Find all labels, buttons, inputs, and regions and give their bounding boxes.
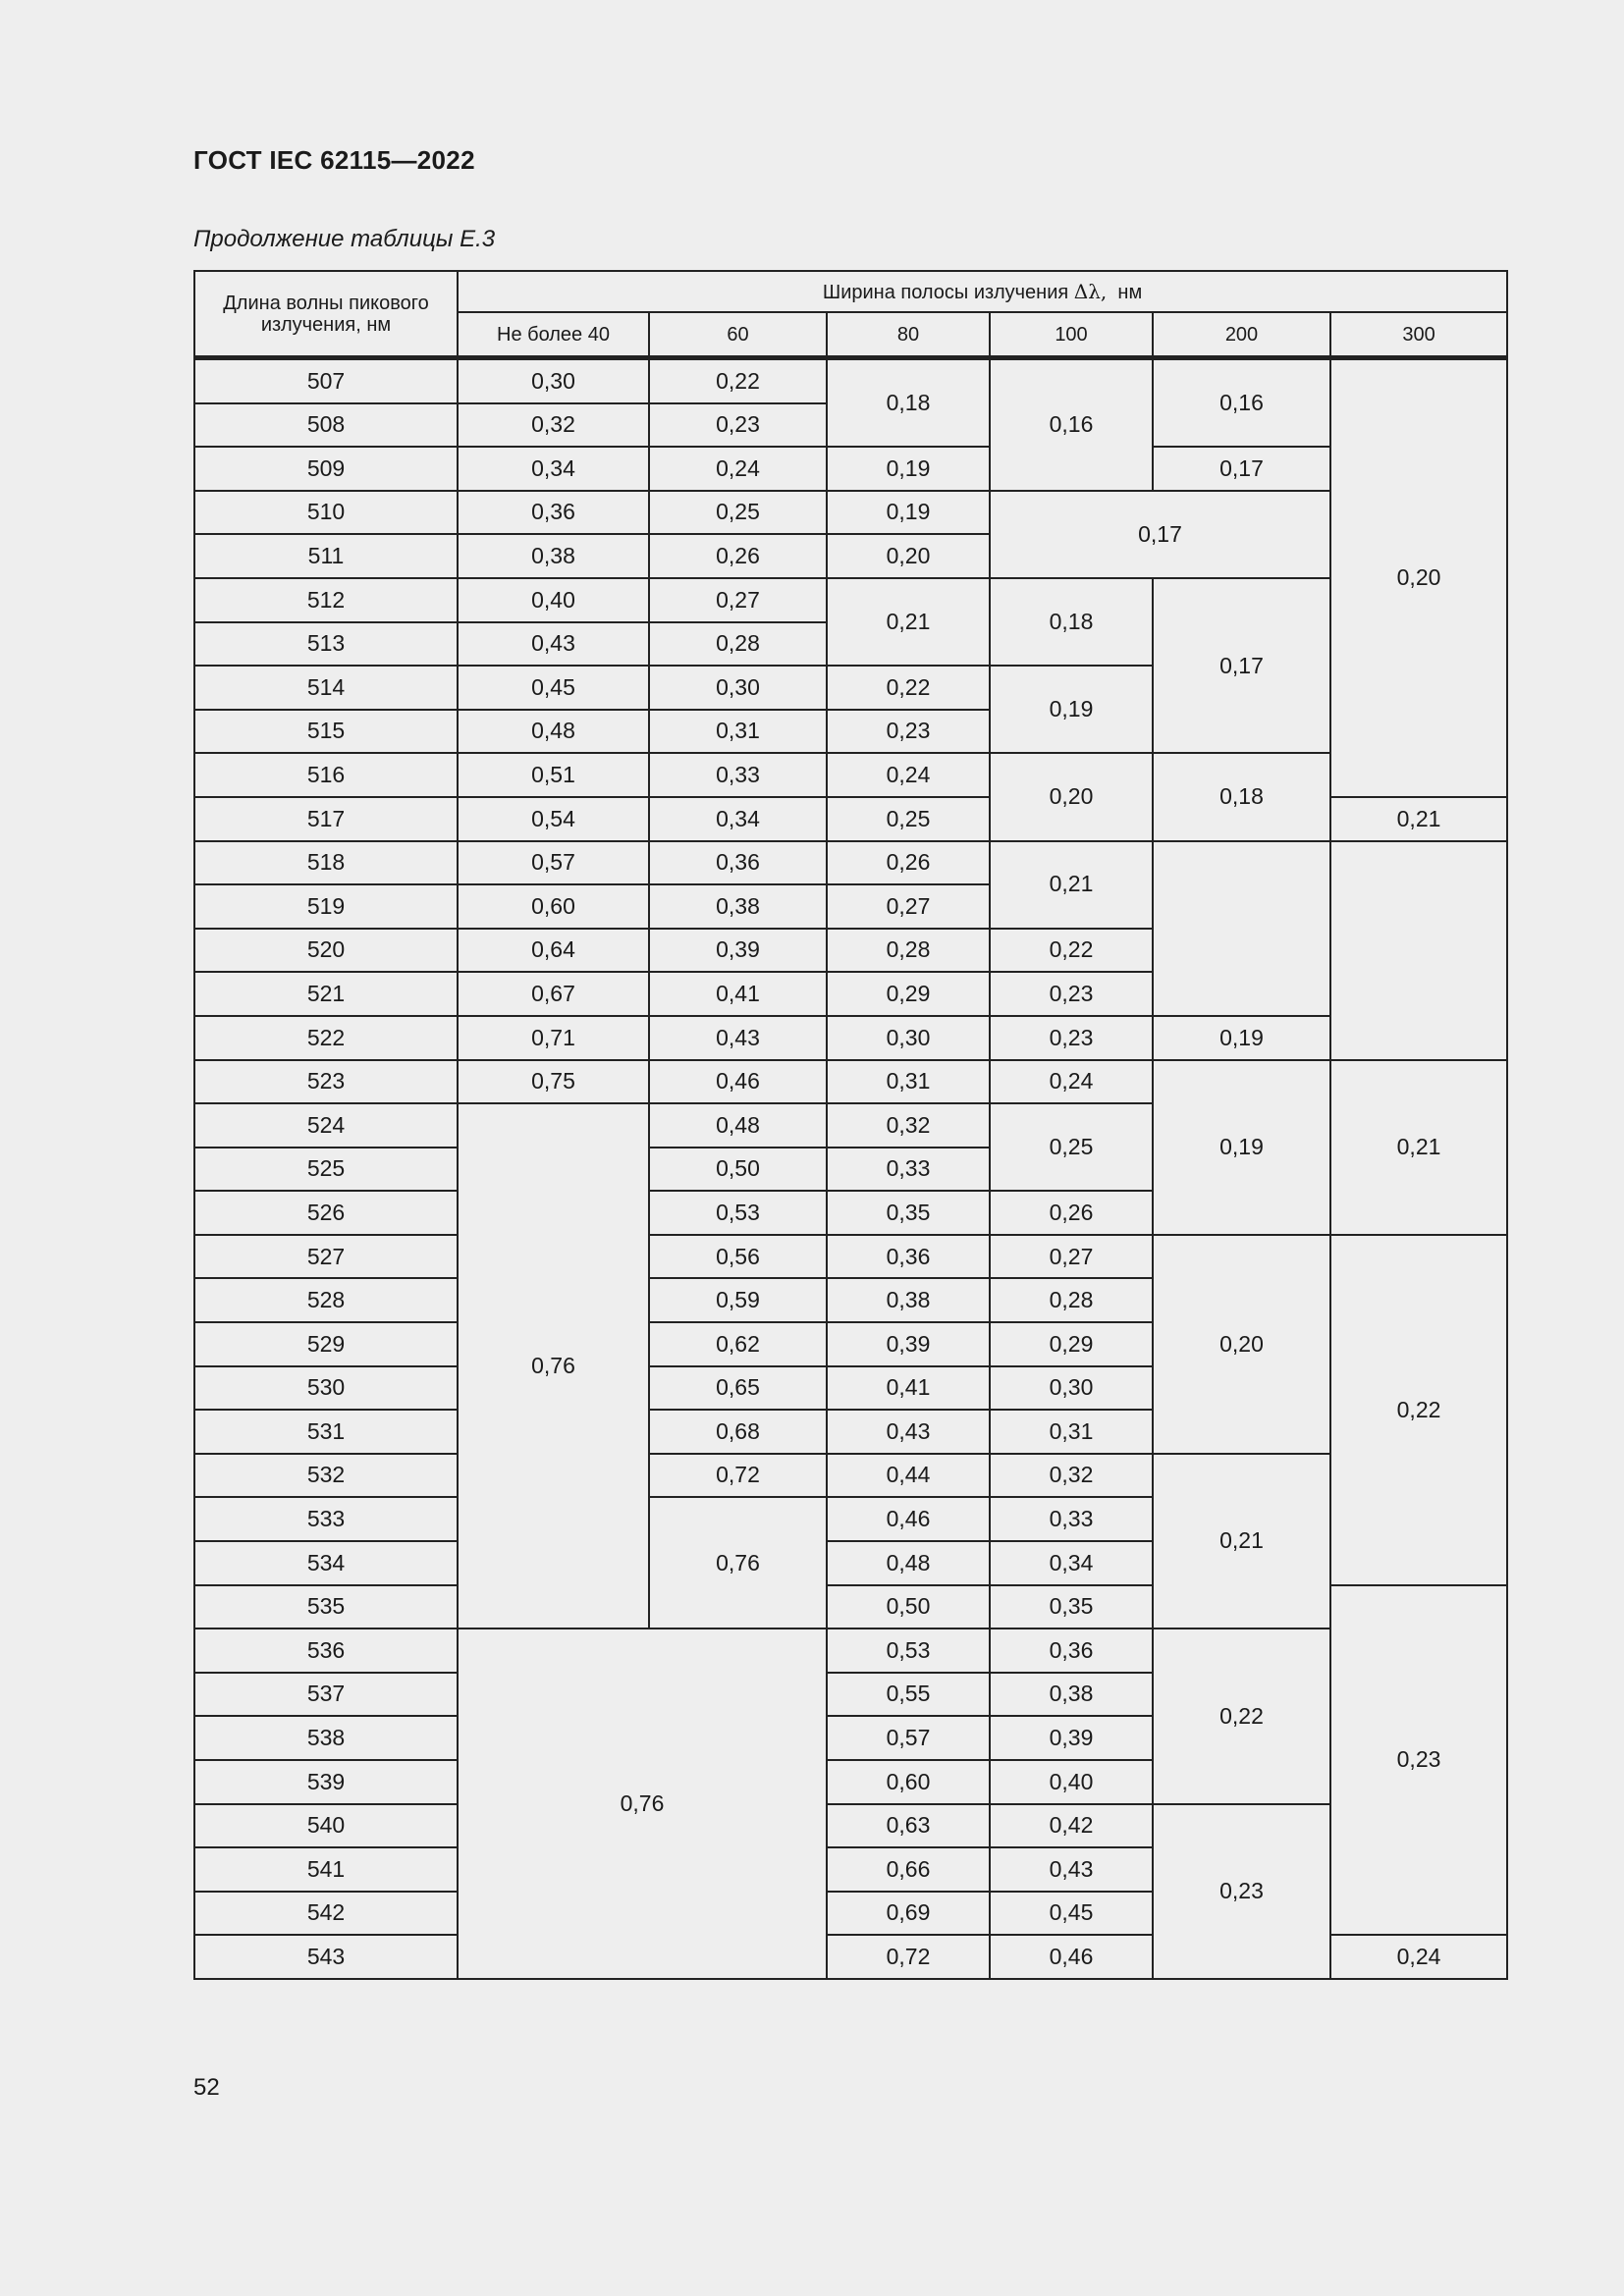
table-cell: 0,39 [990,1716,1153,1760]
delta-lambda-symbol: Δλ, [1073,279,1108,303]
table-cell: 528 [194,1278,458,1322]
table-cell: 0,57 [827,1716,990,1760]
header-col-300: 300 [1330,312,1507,358]
header-col-200: 200 [1153,312,1330,358]
table-cell: 0,30 [990,1366,1153,1411]
table-cell: 0,21 [990,841,1153,929]
header-col-60: 60 [649,312,827,358]
table-cell: 0,19 [1153,1016,1330,1060]
table-cell: 0,57 [458,841,649,885]
table-cell: 535 [194,1585,458,1629]
table-cell: 0,46 [649,1060,827,1104]
table-cell: 513 [194,622,458,667]
table-cell: 0,68 [649,1410,827,1454]
table-cell: 0,44 [827,1454,990,1498]
table-cell: 0,25 [827,797,990,841]
table-cell: 0,19 [990,666,1153,753]
table-cell: 0,21 [827,578,990,666]
table-cell: 525 [194,1148,458,1192]
table-cell: 0,72 [649,1454,827,1498]
table-cell: 531 [194,1410,458,1454]
table-cell: 0,43 [458,622,649,667]
table-row [194,1235,1507,1279]
table-cell: 0,18 [827,358,990,448]
header-bandwidth-unit: нм [1117,281,1143,303]
table-cell: 0,38 [458,534,649,578]
table-cell: 0,20 [990,753,1153,840]
table-cell: 527 [194,1235,458,1279]
table-cell: 0,76 [458,1103,649,1629]
table-cell: 0,39 [827,1322,990,1366]
table-cell: 0,32 [827,1103,990,1148]
table-cell: 0,75 [458,1060,649,1104]
table-cell: 0,40 [990,1760,1153,1804]
table-row [194,841,1507,885]
table-cell: 511 [194,534,458,578]
table-cell: 0,27 [827,884,990,929]
table-cell: 542 [194,1892,458,1936]
table-cell: 0,33 [990,1497,1153,1541]
table-cell: 0,56 [649,1235,827,1279]
table-cell: 526 [194,1191,458,1235]
table-cell: 521 [194,972,458,1016]
table-cell: 0,48 [649,1103,827,1148]
table-cell: 0,22 [1330,1235,1507,1585]
table-cell: 0,31 [827,1060,990,1104]
table-cell: 516 [194,753,458,797]
table-row [194,753,1507,797]
table-cell: 0,23 [1153,1804,1330,1979]
table-cell: 0,40 [458,578,649,622]
table-cell: 508 [194,403,458,448]
table-cell: 0,62 [649,1322,827,1366]
table-cell: 0,21 [1153,1454,1330,1629]
table-cell: 0,28 [649,622,827,667]
table-cell: 536 [194,1629,458,1673]
table-cell: 0,59 [649,1278,827,1322]
table-cell: 0,17 [1153,578,1330,753]
table-row [194,447,1507,491]
table-row [194,1804,1507,1848]
table-row [194,491,1507,535]
table-cell: 507 [194,358,458,403]
header-col-80: 80 [827,312,990,358]
table-cell: 0,20 [1330,358,1507,797]
table-row [194,578,1507,622]
table-cell: 0,48 [458,710,649,754]
table-cell: 0,31 [990,1410,1153,1454]
table-cell: 0,51 [458,753,649,797]
table-cell [1153,841,1330,1016]
table-cell: 0,28 [990,1278,1153,1322]
table-cell: 0,18 [990,578,1153,666]
table-row [194,1454,1507,1498]
table-cell: 0,76 [649,1497,827,1629]
table-cell: 512 [194,578,458,622]
table-cell: 0,64 [458,929,649,973]
table-cell: 0,22 [1153,1629,1330,1803]
table-row [194,358,1507,403]
table-cell: 0,20 [827,534,990,578]
table-cell: 0,46 [827,1497,990,1541]
table-cell: 0,24 [1330,1935,1507,1979]
table-cell: 539 [194,1760,458,1804]
table-cell: 543 [194,1935,458,1979]
table-cell: 0,29 [827,972,990,1016]
table-cell: 0,24 [827,753,990,797]
table-cell: 522 [194,1016,458,1060]
table-cell: 0,30 [827,1016,990,1060]
table-cell: 0,27 [649,578,827,622]
table-cell: 0,36 [458,491,649,535]
table-cell: 0,45 [458,666,649,710]
table-cell: 0,60 [458,884,649,929]
table-cell: 0,42 [990,1804,1153,1848]
table-cell: 0,35 [827,1191,990,1235]
table-cell: 515 [194,710,458,754]
table-cell: 0,50 [649,1148,827,1192]
table-cell: 0,54 [458,797,649,841]
header-wavelength: Длина волны пикового излучения, нм [194,271,458,358]
table-cell: 0,65 [649,1366,827,1411]
table-cell: 0,71 [458,1016,649,1060]
table-cell: 0,30 [458,358,649,403]
table-cell: 514 [194,666,458,710]
table-cell: 0,21 [1330,797,1507,841]
table-cell: 0,17 [990,491,1330,578]
table-cell: 537 [194,1673,458,1717]
table-cell: 524 [194,1103,458,1148]
table-cell: 0,41 [827,1366,990,1411]
table-cell: 0,16 [1153,358,1330,448]
header-col-40: Не более 40 [458,312,649,358]
table-cell: 0,22 [649,358,827,403]
table-cell: 0,19 [827,447,990,491]
table-cell: 0,22 [827,666,990,710]
table-cell: 0,23 [1330,1585,1507,1936]
document-title: ГОСТ IEC 62115—2022 [193,145,475,175]
header-bandwidth-label: Ширина полосы излучения [822,281,1069,303]
table-cell: 0,18 [1153,753,1330,840]
header-bandwidth-group [458,271,1507,312]
table-cell: 0,76 [458,1629,827,1979]
table-cell: 0,53 [649,1191,827,1235]
table-cell: 0,16 [990,358,1153,491]
table-cell: 532 [194,1454,458,1498]
table-cell: 0,19 [1153,1060,1330,1235]
table-cell: 0,33 [649,753,827,797]
table-cell: 0,55 [827,1673,990,1717]
table-cell: 0,38 [649,884,827,929]
table-cell: 533 [194,1497,458,1541]
table-cell: 0,30 [649,666,827,710]
table-cell: 517 [194,797,458,841]
page-number: 52 [193,2074,220,2101]
table-cell: 0,41 [649,972,827,1016]
table-cell: 0,43 [649,1016,827,1060]
table-cell: 0,69 [827,1892,990,1936]
table-cell: 0,72 [827,1935,990,1979]
table-cell: 538 [194,1716,458,1760]
table-cell: 0,66 [827,1847,990,1892]
table-row [194,1629,1507,1673]
table-cell: 0,26 [649,534,827,578]
table-cell: 0,60 [827,1760,990,1804]
table-cell: 0,20 [1153,1235,1330,1454]
table-cell: 0,46 [990,1935,1153,1979]
table-cell: 0,67 [458,972,649,1016]
table-cell: 0,39 [649,929,827,973]
table-cell: 0,34 [649,797,827,841]
table-cell [1330,841,1507,1060]
table-cell: 540 [194,1804,458,1848]
table-cell: 520 [194,929,458,973]
table-cell: 0,36 [827,1235,990,1279]
table-cell: 0,17 [1153,447,1330,491]
table-cell: 529 [194,1322,458,1366]
table-cell: 0,43 [827,1410,990,1454]
table-cell: 0,33 [827,1148,990,1192]
table-cell: 0,35 [990,1585,1153,1629]
table-cell: 523 [194,1060,458,1104]
table-cell: 0,21 [1330,1060,1507,1235]
table-cell: 510 [194,491,458,535]
table-cell: 0,25 [649,491,827,535]
table-cell: 0,31 [649,710,827,754]
table-cell: 509 [194,447,458,491]
table-cell: 0,22 [990,929,1153,973]
table-caption: Продолжение таблицы Е.3 [193,226,496,252]
table-cell: 0,28 [827,929,990,973]
table-cell: 0,36 [649,841,827,885]
table-cell: 530 [194,1366,458,1411]
table-cell: 0,43 [990,1847,1153,1892]
table-cell: 541 [194,1847,458,1892]
table-cell: 0,50 [827,1585,990,1629]
table-cell: 0,24 [990,1060,1153,1104]
table-cell: 0,38 [827,1278,990,1322]
table-cell: 0,29 [990,1322,1153,1366]
table-cell: 519 [194,884,458,929]
table-cell: 0,25 [990,1103,1153,1191]
table-cell: 0,19 [827,491,990,535]
table-cell: 0,45 [990,1892,1153,1936]
table-row [194,1016,1507,1060]
table-cell: 0,23 [827,710,990,754]
table-cell: 0,23 [649,403,827,448]
table-cell: 0,34 [458,447,649,491]
table-cell: 0,23 [990,972,1153,1016]
table-cell: 0,32 [458,403,649,448]
header-col-100: 100 [990,312,1153,358]
table-cell: 0,26 [990,1191,1153,1235]
table-cell: 0,32 [990,1454,1153,1498]
table-cell: 0,26 [827,841,990,885]
bandwidth-table [193,270,1508,1980]
table-row [194,1060,1507,1104]
table-cell: 0,53 [827,1629,990,1673]
table-cell: 0,24 [649,447,827,491]
table-cell: 0,48 [827,1541,990,1585]
table-cell: 0,63 [827,1804,990,1848]
table-cell: 0,27 [990,1235,1153,1279]
table-cell: 0,38 [990,1673,1153,1717]
table-cell: 534 [194,1541,458,1585]
table-cell: 0,23 [990,1016,1153,1060]
table-cell: 0,34 [990,1541,1153,1585]
table-cell: 0,36 [990,1629,1153,1673]
table-cell: 518 [194,841,458,885]
